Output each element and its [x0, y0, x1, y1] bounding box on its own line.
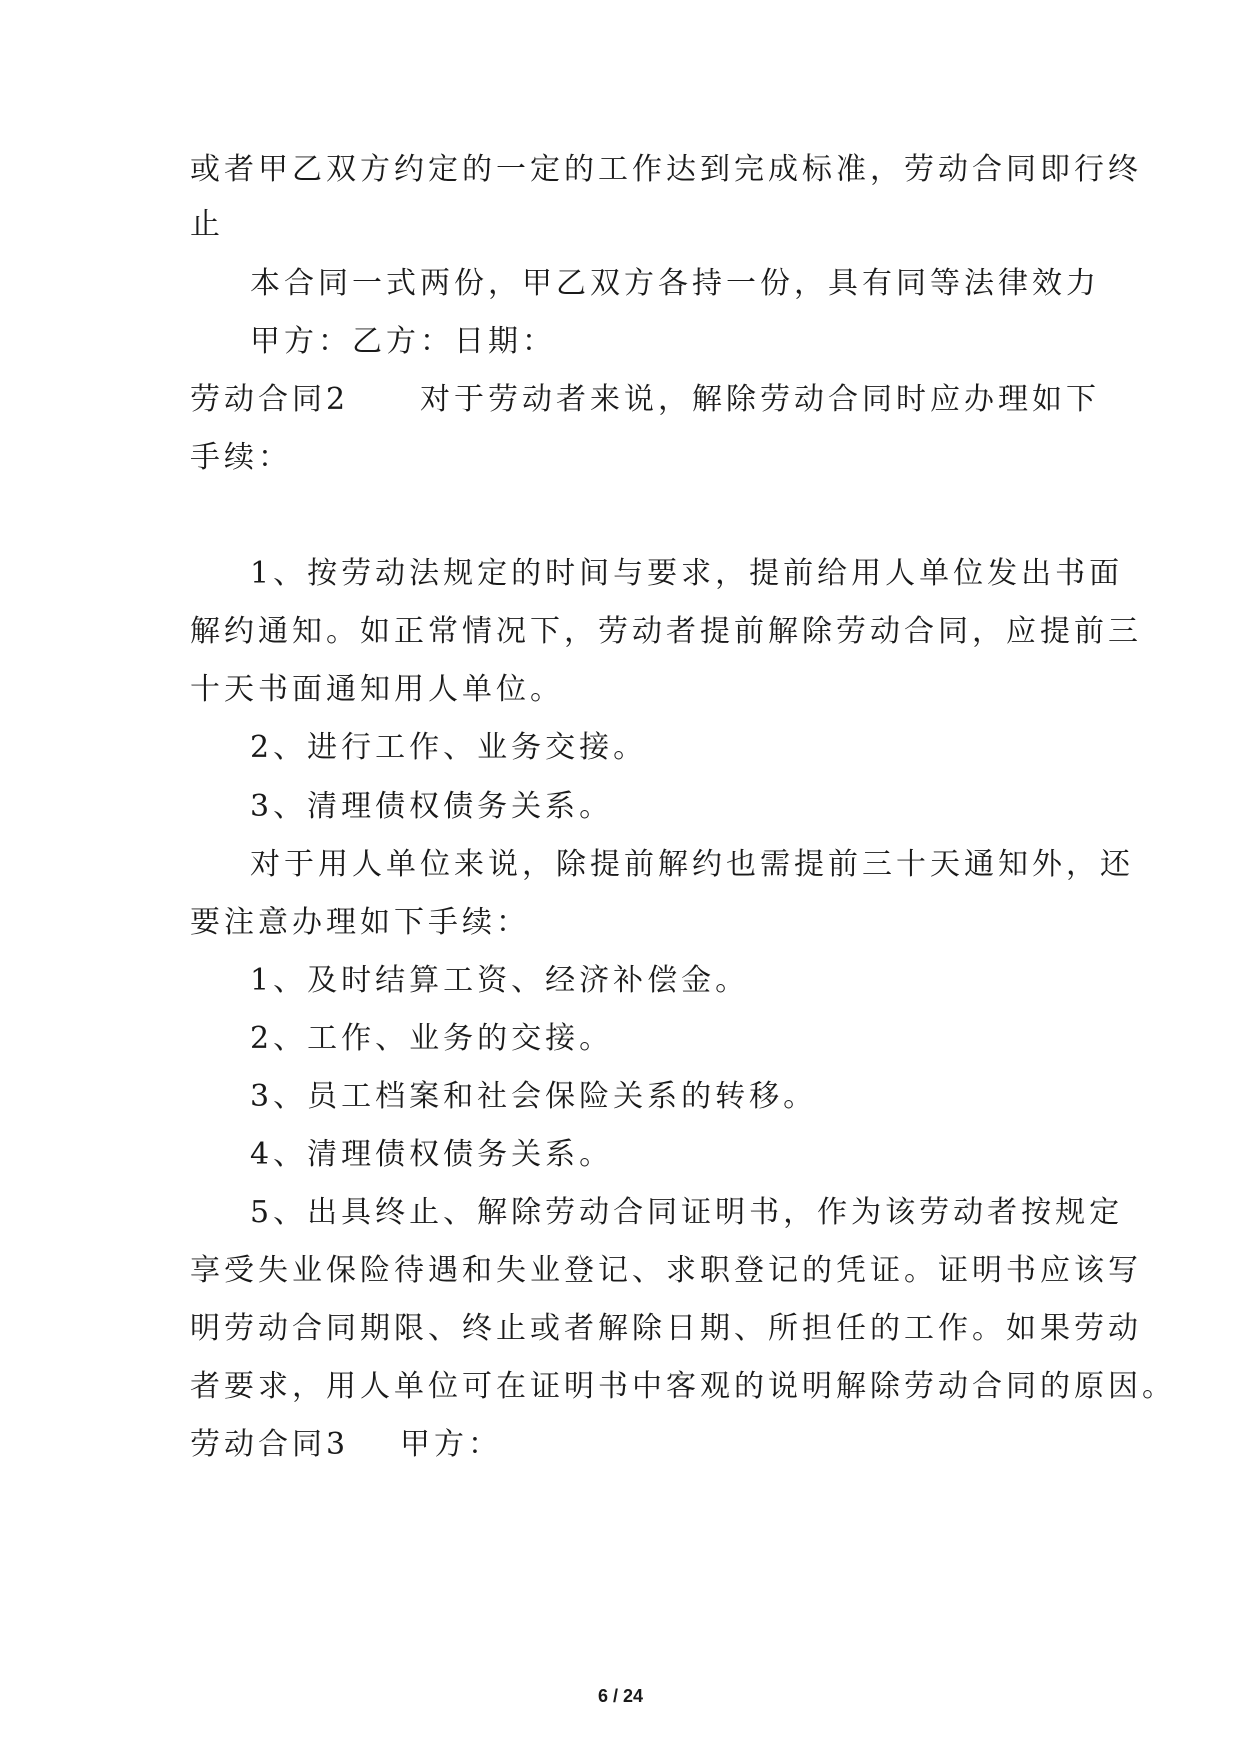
list-item: 5、出具终止、解除劳动合同证明书，作为该劳动者按规定 [250, 1195, 1124, 1230]
paragraph-line: 享受失业保险待遇和失业登记、求职登记的凭证。证明书应该写 [190, 1253, 1142, 1288]
list-item: 3、员工档案和社会保险关系的转移。 [250, 1079, 818, 1114]
paragraph-line: 要注意办理如下手续： [190, 905, 530, 940]
paragraph-line: 止 [190, 207, 224, 242]
paragraph-line: 对于劳动者来说，解除劳动合同时应办理如下 [420, 382, 1100, 417]
paragraph-line: 十天书面通知用人单位。 [190, 672, 564, 707]
signature-line: 甲方：乙方：日期： [250, 324, 556, 359]
list-item: 2、工作、业务的交接。 [250, 1021, 614, 1056]
page-number: 6 / 24 [597, 1686, 644, 1706]
section-heading: 劳动合同3 [190, 1427, 350, 1462]
paragraph-line: 对于用人单位来说，除提前解约也需提前三十天通知外，还 [250, 847, 1134, 882]
paragraph-line: 本合同一式两份，甲乙双方各持一份，具有同等法律效力 [250, 266, 1100, 301]
list-item: 1、及时结算工资、经济补偿金。 [250, 963, 750, 998]
paragraph-line: 解约通知。如正常情况下，劳动者提前解除劳动合同，应提前三 [190, 614, 1142, 649]
paragraph-line: 者要求，用人单位可在证明书中客观的说明解除劳动合同的原因。 [190, 1369, 1176, 1404]
list-item: 1、按劳动法规定的时间与要求，提前给用人单位发出书面 [250, 556, 1124, 591]
party-label: 甲方： [400, 1427, 502, 1462]
list-item: 3、清理债权债务关系。 [250, 789, 614, 824]
section-heading: 劳动合同2 [190, 382, 350, 417]
paragraph-line: 手续： [190, 440, 292, 475]
list-item: 2、进行工作、业务交接。 [250, 730, 648, 765]
paragraph-line: 或者甲乙双方约定的一定的工作达到完成标准，劳动合同即行终 [190, 152, 1142, 187]
paragraph-line: 明劳动合同期限、终止或者解除日期、所担任的工作。如果劳动 [190, 1311, 1142, 1346]
list-item: 4、清理债权债务关系。 [250, 1137, 614, 1172]
